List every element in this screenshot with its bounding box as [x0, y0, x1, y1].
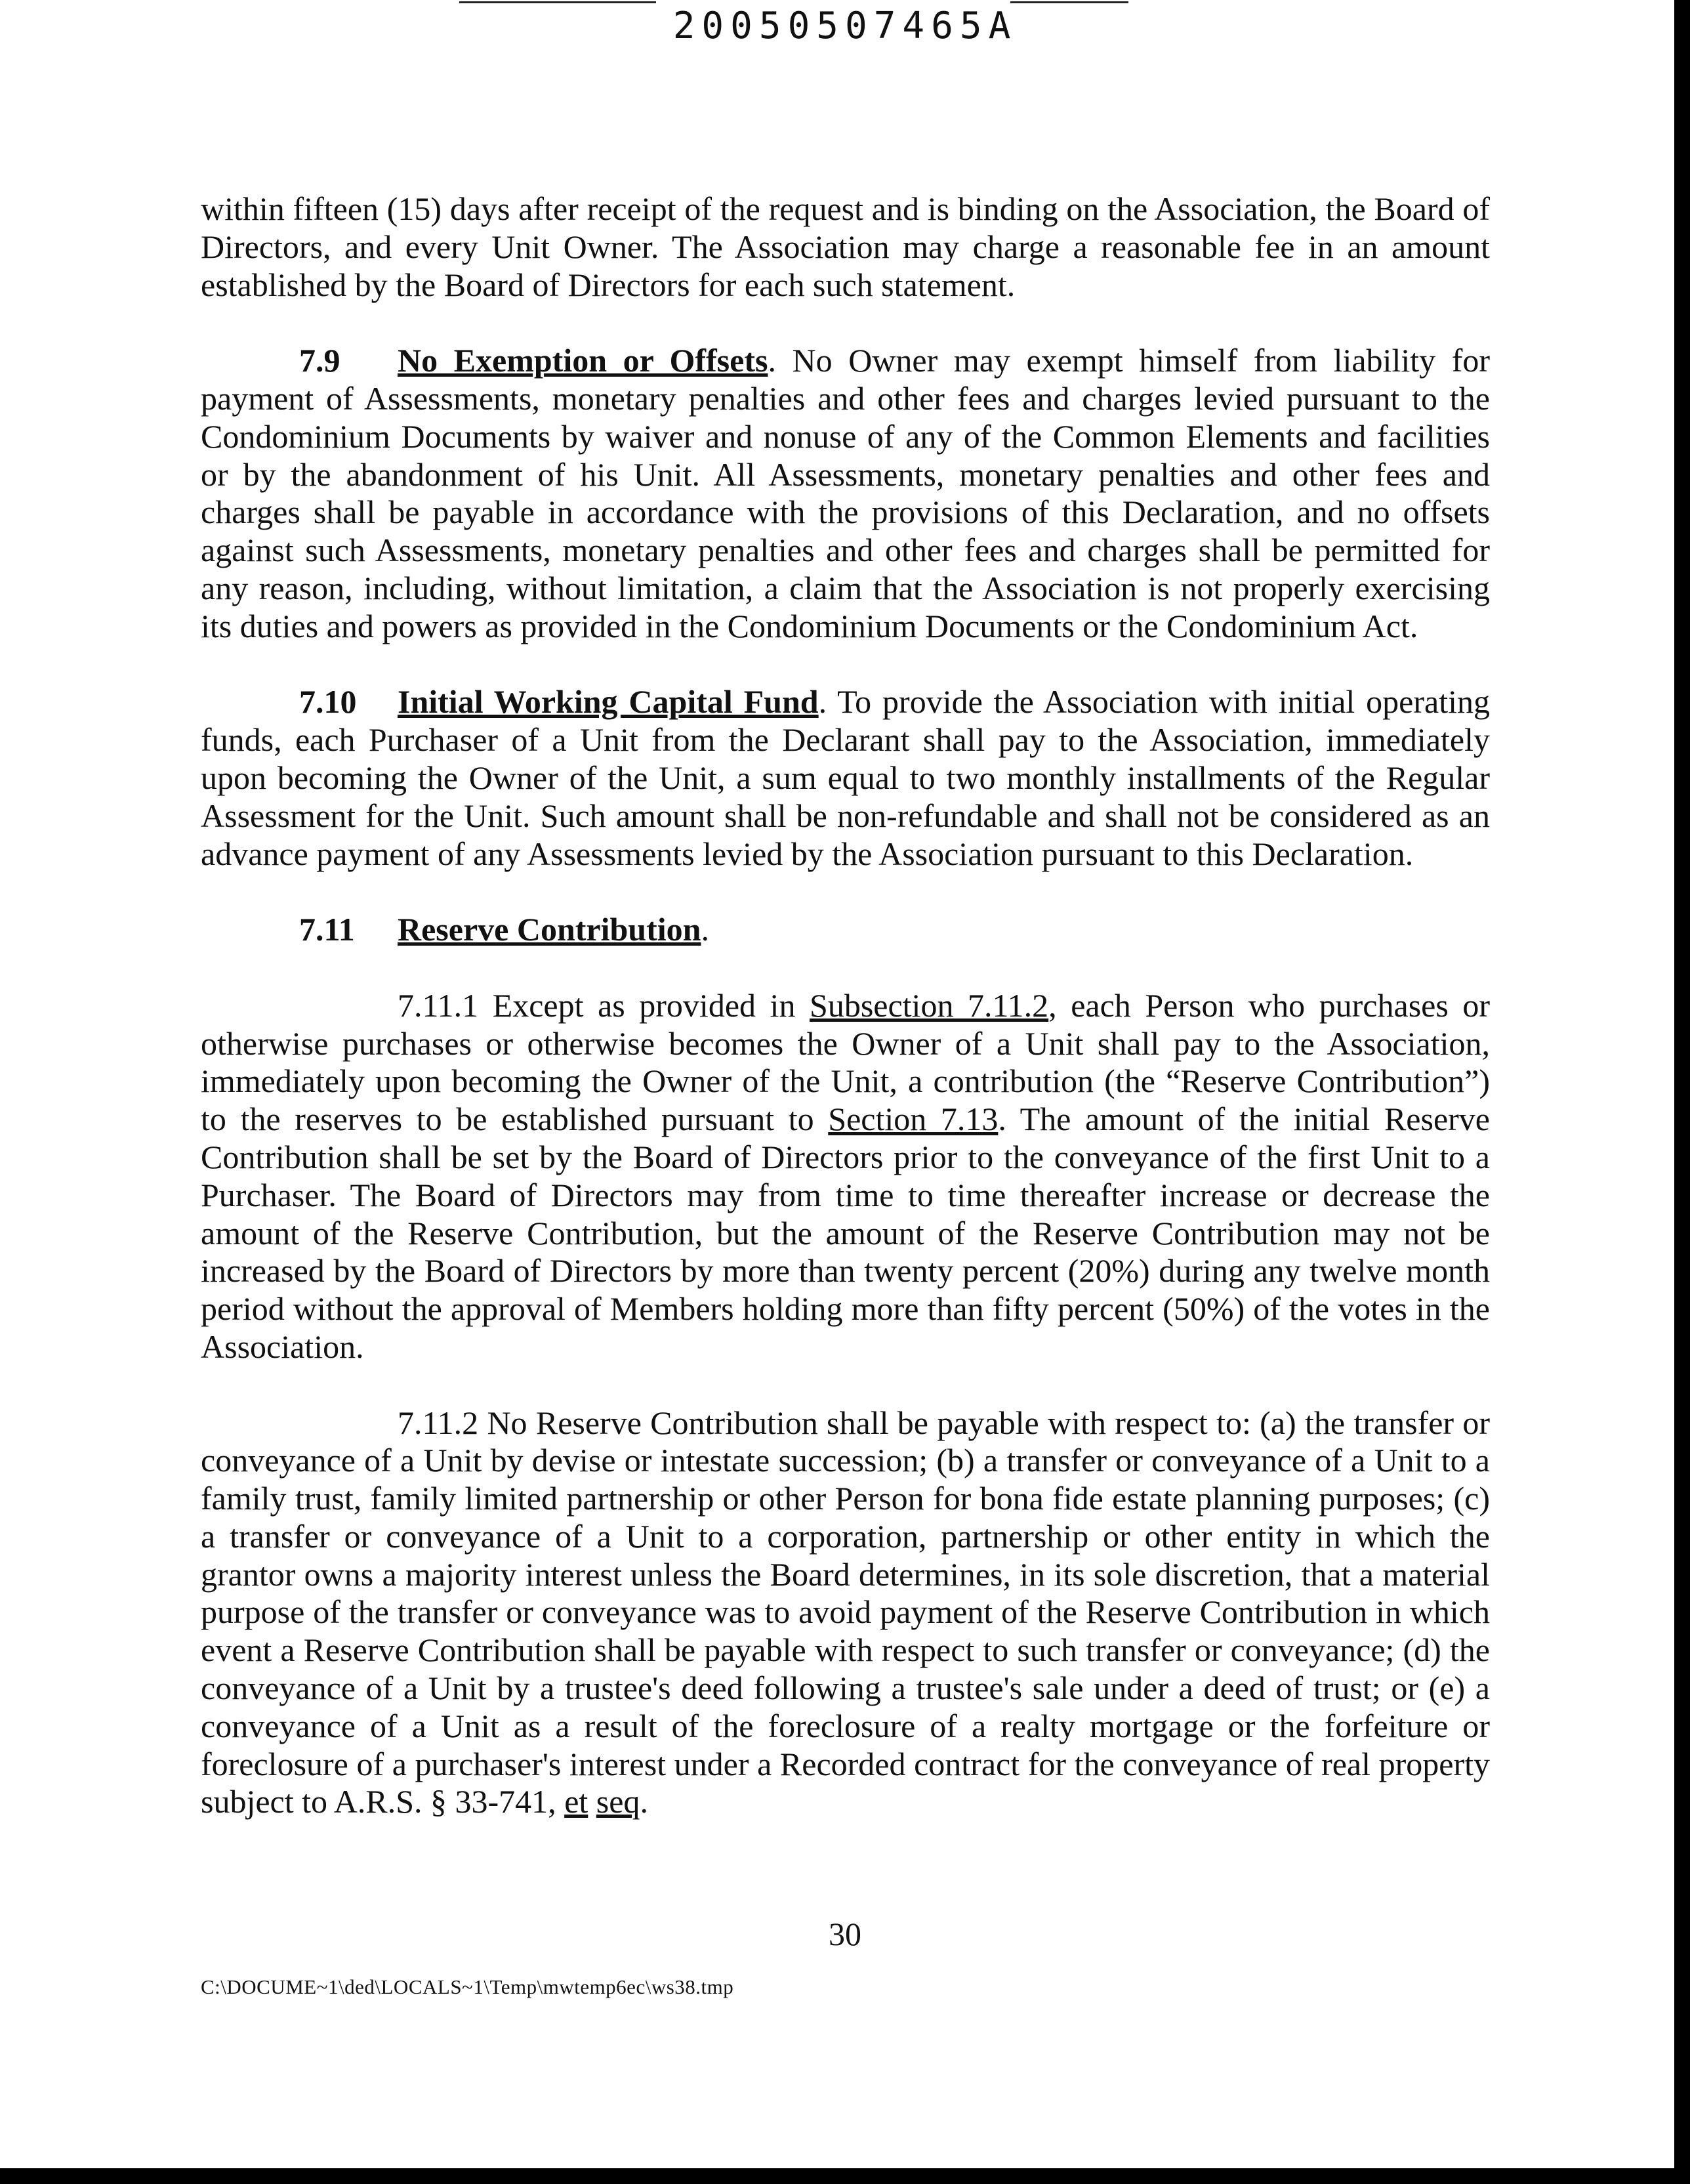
section-7-9: [201, 342, 1490, 645]
subsection-7-11-1-text-1: , each Person who purchases or otherwise purchases or otherwise becomes the Owner of a Unit shall pay to the Association, immediately upon becoming the Owner of the Unit, a contribution (the “Reserve Contribution”) to the reserves to be established pursuant to: [201, 986, 1491, 1138]
continuation-paragraph: within fifteen (15) days after receipt of the request and is binding on the Association, the Board of Directors, and every Unit Owner. The Association may charge a reasonable fee in an amount established by the Board of Directors for each such statement.: [201, 190, 1490, 303]
et-reference: et: [564, 1783, 588, 1820]
section-7-11-number: 7.11: [299, 911, 355, 948]
subsection-7-11-2: [201, 1404, 1490, 1822]
section-7-10-title: Initial Working Capital Fund: [398, 683, 819, 721]
section-7-10-text: . To provide the Association with initial operating funds, each Purchaser of a Unit from the Declarant shall pay to the Association, immediately upon becoming the Owner of the Unit, a sum equal to two monthly installments of the Regular Assessment for the Unit. Such amount shall be non-refundable and shall not be considered as an advance payment of any Assessments levied by the Association pursuant to this Declaration.: [201, 683, 1490, 872]
subsection-7-11-2-reference: Subsection 7.11.2: [810, 986, 1049, 1024]
document-id: 20050507465A: [672, 5, 1018, 47]
scan-border-bottom: [0, 2168, 1690, 2184]
section-7-11-trailing: .: [701, 911, 709, 948]
section-7-9-title: No Exemption or Offsets: [398, 342, 768, 379]
subsection-7-11-2-text: 7.11.2 No Reserve Contribution shall be payable with respect to: (a) the transfer or conveyance of a Unit by devise or intestate succession; (b) a transfer or conveyance of a Unit to a family trust, family limited partnership or other Person for bona fide estate planning purposes; (c) a transfer or conveyance of a Unit to a corporation, partnership or other entity in which the grantor owns a majority interest unless the Board determines, in its sole discretion, that a material purpose of the transfer or conveyance was to avoid payment of the Reserve Contribution in which event a Reserve Contribution shall be payable with respect to such transfer or conveyance; (d) the conveyance of a Unit by a trustee's deed following a trustee's sale under a deed of trust; or (e) a conveyance of a Unit as a result of the foreclosure of a realty mortgage or the forfeiture or foreclosure of a purchaser's interest under a Recorded contract for the conveyance of real property subject to A.R.S. § 33-741,: [201, 1404, 1490, 1820]
file-path: C:\DOCUME~1\ded\LOCALS~1\Temp\mwtemp6ec\ws38.tmp: [201, 1975, 734, 1998]
reference-space: [588, 1783, 596, 1820]
seq-reference: seq: [596, 1783, 640, 1820]
page-number: 30: [829, 1916, 861, 1952]
subsection-7-11-2-trailing: .: [640, 1783, 648, 1820]
section-7-11-title: Reserve Contribution: [398, 911, 701, 948]
subsection-7-11-1: [201, 987, 1490, 1366]
page-content: [201, 190, 1490, 1821]
section-7-10-number: 7.10: [299, 683, 357, 721]
section-7-13-reference: Section 7.13: [828, 1101, 999, 1138]
subsection-7-11-1-text-2: . The amount of the initial Reserve Contribution shall be set by the Board of Directors prior to the conveyance of the first Unit to a Purchaser. The Board of Directors may from time to time thereafter increase or decrease the amount of the Reserve Contribution, but the amount of the Reserve Contribution may not be increased by the Board of Directors by more than twenty percent (20%) during any twelve month period without the approval of Members holding more than fifty percent (50%) of the votes in the Association.: [201, 1101, 1490, 1365]
section-7-9-number: 7.9: [299, 342, 340, 379]
section-7-10: [201, 683, 1490, 873]
subsection-7-11-1-lead: 7.11.1 Except as provided in: [398, 986, 810, 1024]
section-7-11: [201, 911, 1490, 949]
scan-border-right: [1674, 0, 1690, 2184]
section-7-9-text: . No Owner may exempt himself from liability for payment of Assessments, monetary penalties and other fees and charges levied pursuant to the Condominium Documents by waiver and nonuse of any of the Common Elements and facilities or by the abandonment of his Unit. All Assessments, monetary penalties and other fees and charges shall be payable in accordance with the provisions of this Declaration, and no offsets against such Assessments, monetary penalties and other fees and charges shall be permitted for any reason, including, without limitation, a claim that the Association is not properly exercising its duties and powers as provided in the Condominium Documents or the Condominium Act.: [201, 342, 1490, 644]
